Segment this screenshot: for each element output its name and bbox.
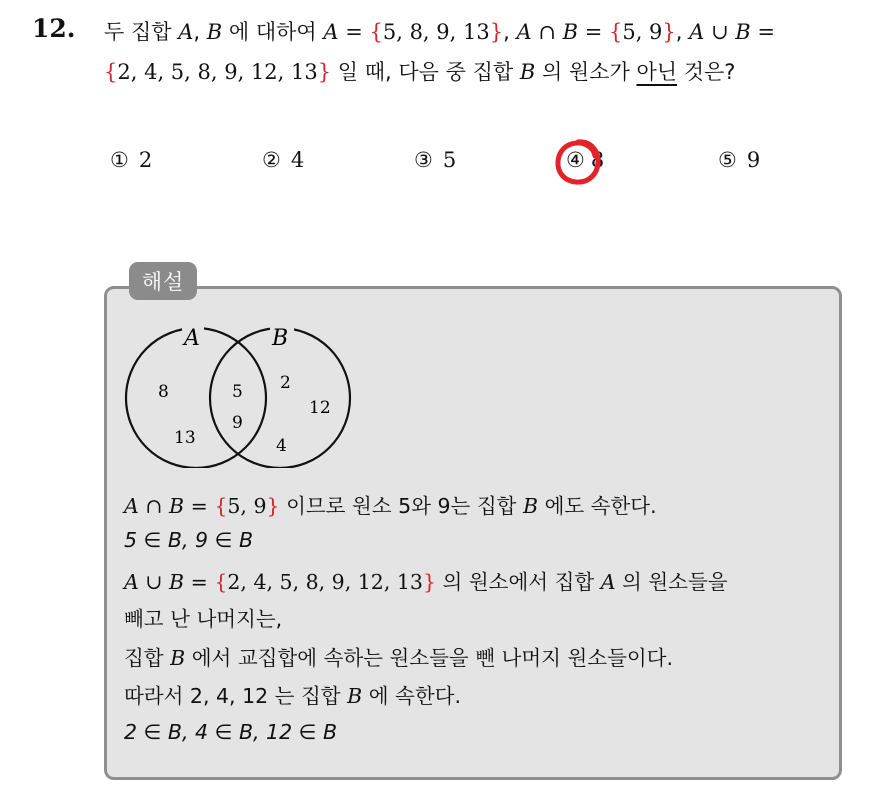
text: 두 집합 (104, 20, 179, 44)
text: , (503, 20, 517, 44)
intersection-elements: 5, 9 (622, 20, 663, 44)
venn-element: 5 (232, 382, 243, 402)
brace-close: } (266, 494, 280, 518)
intersection-elements: 5, 9 (227, 494, 267, 518)
text: 에서 교집합에 속하는 원소들을 뺀 나머지 원소들이다. (185, 646, 673, 670)
explanation-line-3 (124, 565, 728, 595)
equals: = (184, 570, 215, 594)
var-a: A (516, 20, 532, 44)
venn-element: 8 (158, 382, 169, 402)
choice-value: 9 (746, 148, 761, 172)
var-b: B (522, 494, 539, 518)
var-b: B (519, 60, 536, 84)
choice-number: ③ (414, 148, 433, 172)
text: 일 때, 다음 중 집합 (331, 60, 520, 84)
explanation-line-2: 5 ∈ B, 9 ∈ B (124, 528, 254, 552)
brace-open: { (369, 20, 383, 44)
choice-value: 2 (138, 148, 153, 172)
venn-element: 13 (174, 428, 196, 448)
var-b: B (206, 20, 223, 44)
choice-3[interactable] (414, 148, 456, 172)
equals: = (750, 20, 775, 44)
brace-open: { (214, 570, 228, 594)
venn-diagram (120, 322, 360, 468)
question-line-2 (104, 56, 735, 86)
var-a: A (178, 20, 194, 44)
question-line-1 (104, 16, 775, 46)
venn-element: 2 (280, 373, 291, 393)
choice-value: 4 (290, 148, 305, 172)
venn-element: 12 (309, 398, 331, 418)
brace-close: } (317, 60, 332, 84)
text: 집합 (124, 646, 171, 670)
choice-value: 8 (590, 148, 605, 172)
text: 에 속한다. (362, 684, 461, 708)
var-b: B (169, 494, 185, 518)
explanation-line-5 (124, 641, 673, 671)
choice-5[interactable] (718, 148, 760, 172)
text: 따라서 2, 4, 12 는 집합 (124, 684, 348, 708)
text: 의 원소들을 (615, 570, 728, 594)
text: 에 대하여 (222, 20, 324, 44)
var-a: A (124, 494, 139, 518)
venn-label-a: A (184, 326, 200, 351)
choice-value: 5 (442, 148, 457, 172)
venn-element: 9 (232, 413, 243, 433)
var-b: B (170, 646, 186, 670)
set-a-elements: 5, 8, 9, 13 (382, 20, 490, 44)
text: 이므로 원소 5와 9는 집합 (279, 494, 523, 518)
choice-2[interactable] (262, 148, 304, 172)
equals: = (578, 20, 609, 44)
text: 의 원소에서 집합 (436, 570, 601, 594)
union-symbol: ∪ (704, 20, 736, 44)
equals: = (338, 20, 370, 44)
explanation-line-6 (124, 679, 461, 709)
text: , (675, 20, 690, 44)
var-a: A (124, 570, 139, 594)
intersection-symbol: ∩ (138, 494, 170, 518)
choice-number: ⑤ (718, 148, 737, 172)
text: 에도 속한다. (538, 494, 657, 518)
union-symbol: ∪ (138, 570, 170, 594)
explanation-line-1 (124, 489, 657, 519)
var-a: A (600, 570, 616, 594)
equals: = (184, 494, 215, 518)
underlined-word: 아닌 (636, 60, 678, 84)
union-elements: 2, 4, 5, 8, 9, 12, 13 (117, 60, 318, 84)
intersection-symbol: ∩ (531, 20, 563, 44)
var-b: B (562, 20, 579, 44)
brace-close: } (422, 570, 437, 594)
brace-close: } (662, 20, 676, 44)
text: 것은? (677, 60, 736, 84)
brace-open: { (214, 494, 228, 518)
answer-choices (0, 148, 884, 184)
venn-label-b: B (272, 326, 289, 351)
brace-open: { (608, 20, 623, 44)
question-number: 12. (32, 14, 76, 43)
var-a: A (323, 20, 339, 44)
choice-number: ④ (566, 148, 585, 172)
text: , (193, 20, 207, 44)
var-b: B (735, 20, 751, 44)
explanation-tag: 해설 (129, 262, 197, 300)
var-b: B (169, 570, 185, 594)
var-a: A (689, 20, 705, 44)
explanation-line-7: 2 ∈ B, 4 ∈ B, 12 ∈ B (124, 720, 338, 744)
explanation-line-4: 빼고 난 나머지는, (124, 607, 283, 631)
brace-open: { (104, 60, 118, 84)
text: 의 원소가 (535, 60, 637, 84)
choice-1[interactable] (110, 148, 152, 172)
union-elements: 2, 4, 5, 8, 9, 12, 13 (227, 570, 423, 594)
venn-element: 4 (276, 436, 287, 456)
var-b: B (347, 684, 363, 708)
brace-close: } (489, 20, 504, 44)
choice-number: ① (110, 148, 129, 172)
choice-number: ② (262, 148, 281, 172)
selected-answer-circle-mark (552, 136, 604, 188)
